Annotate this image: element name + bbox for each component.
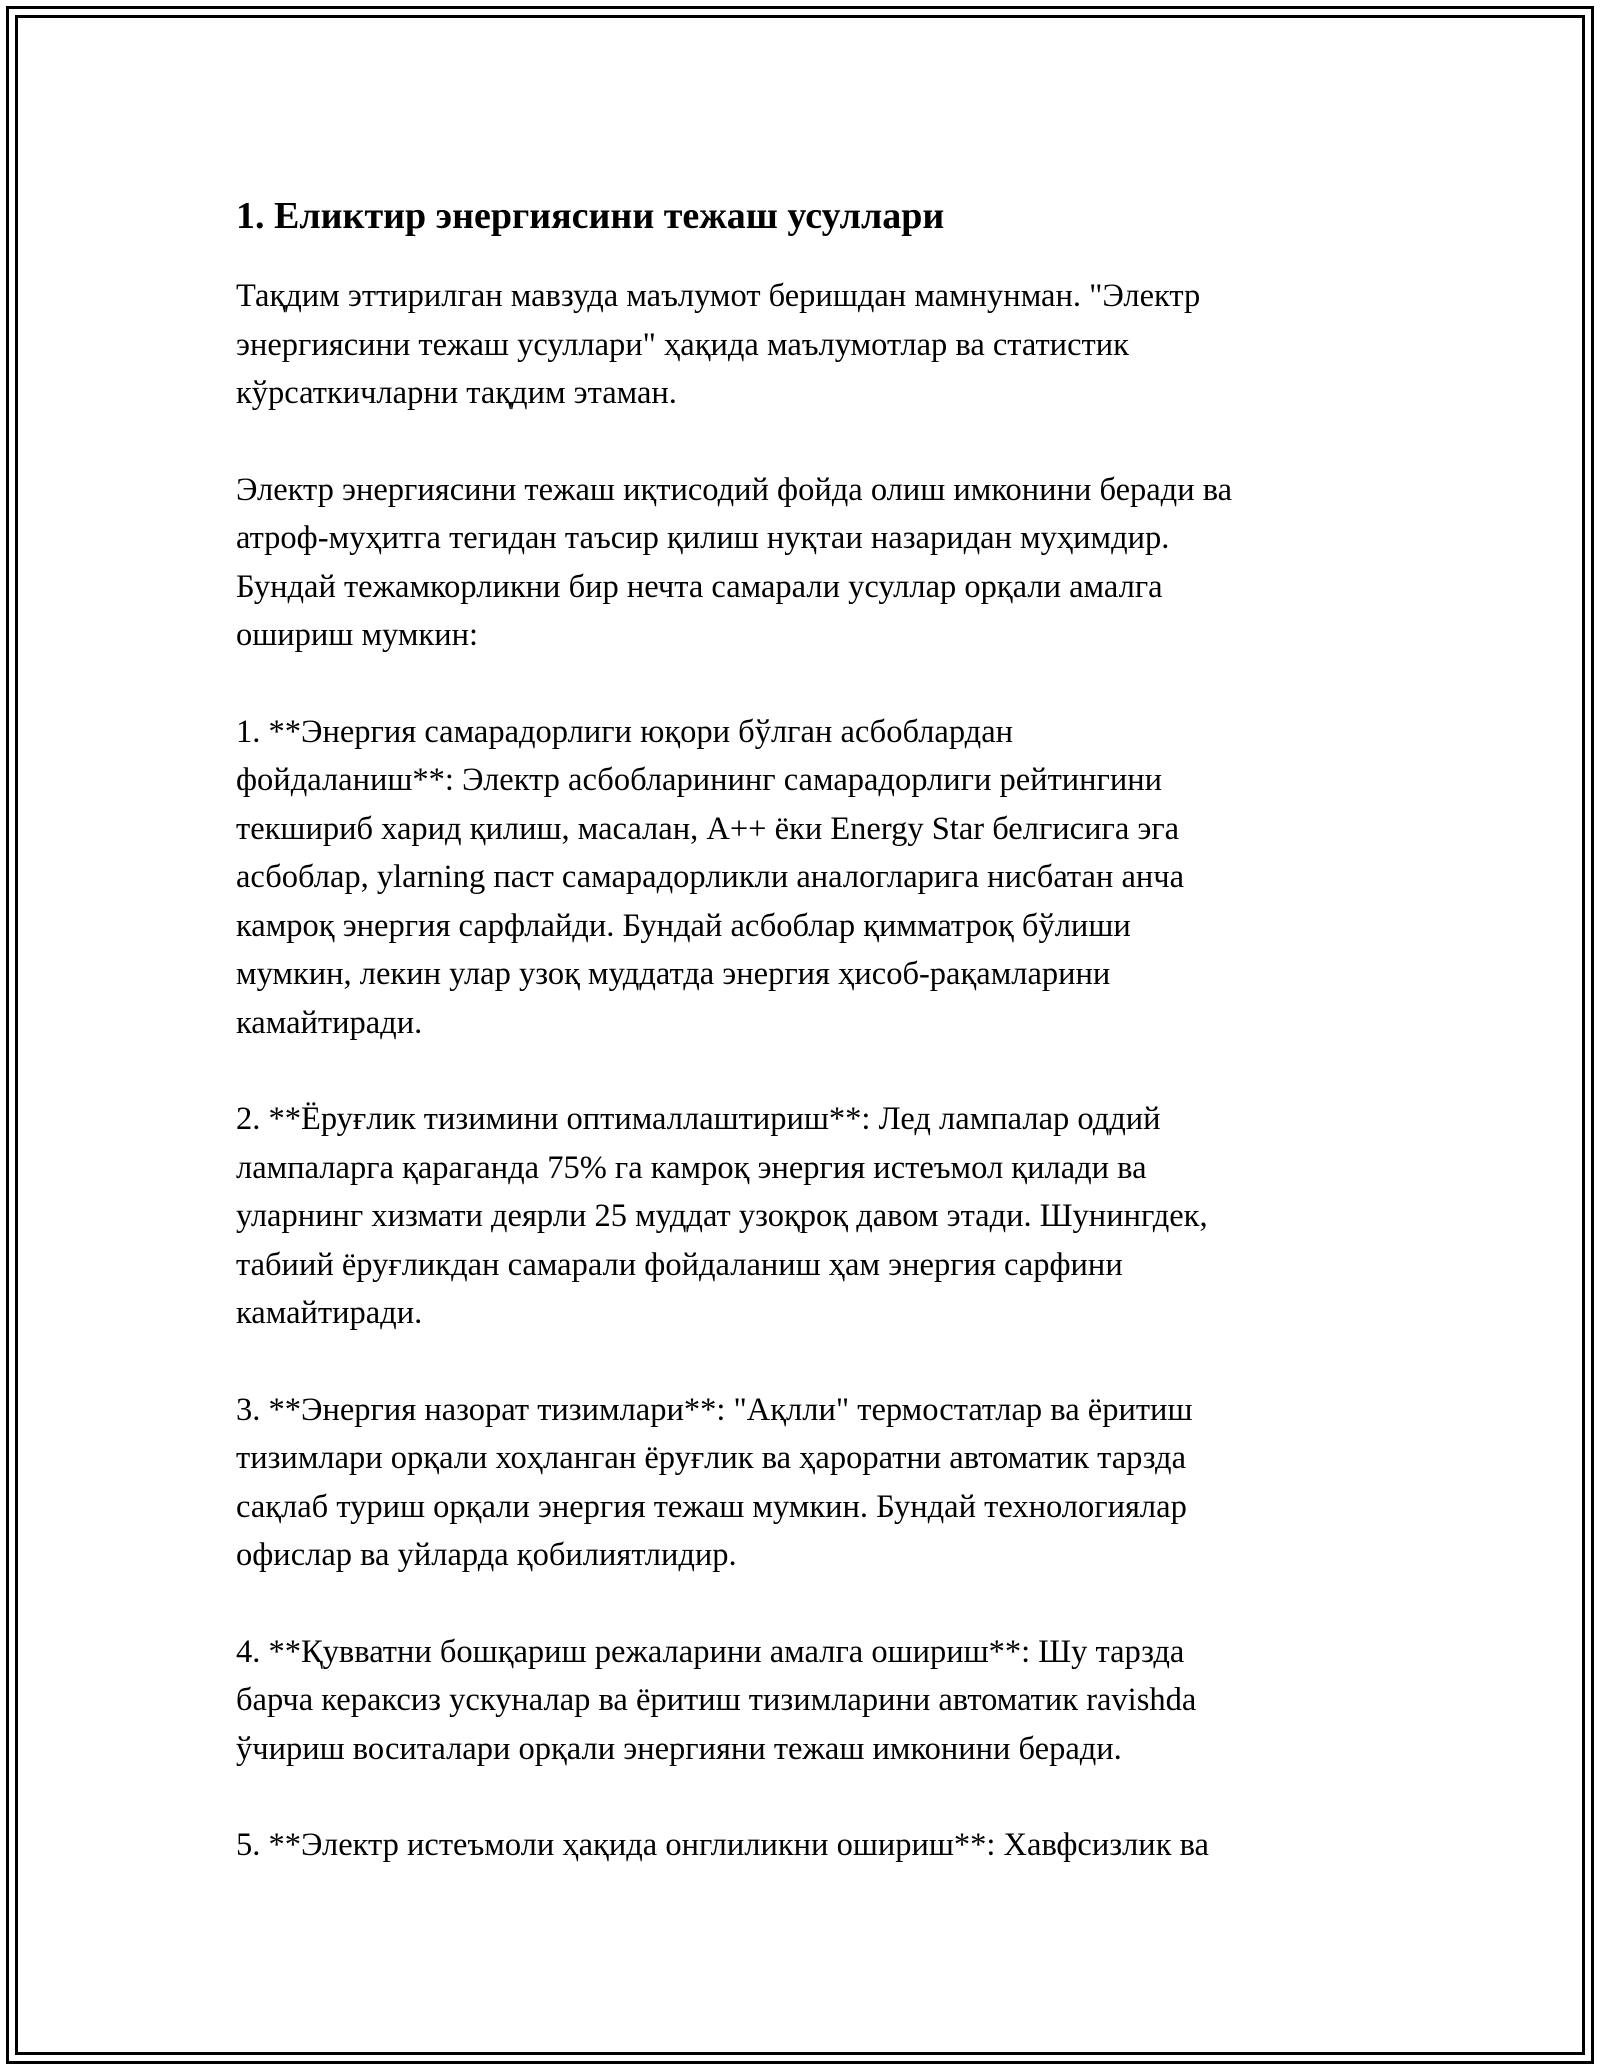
- list-item-lighting-optimization: 2. **Ёруғлик тизимини оптималлаштириш**: Лед лампалар оддий лампаларга қараганда 75% га камроқ энергия истеъмол қилади ва уларнинг хизмати деярли 25 муддат узоқроқ давом этади. Шунингдек, табиий ёруғликдан самарали фойдаланиш ҳам энергия сарфини камайтиради.: [236, 1101, 1208, 1331]
- document-body: [236, 188, 1386, 1918]
- list-item-awareness: 5. **Электр истеъмоли ҳақида онглиликни ошириш**: Хавфсизлик ва: [236, 1827, 1209, 1863]
- list-item-efficient-appliances: 1. **Энергия самарадорлиги юқори бўлган асбоблардан фойдаланиш**: Электр асбобларининг самарадорлиги рейтингини текшириб харид қилиш, масалан, A++ ёки Energy Star белгисига эга асбоблар, ylarning паст самарадорликли аналогларига нисбатан анча камроқ энергия сарфлайди. Бундай асбоблар қимматроқ бўлиши мумкин, лекин улар узоқ муддатда энергия ҳисоб-рақамларини камайтиради.: [236, 713, 1185, 1041]
- list-item-energy-control-systems: 3. **Энергия назорат тизимлари**: "Ақлли" термостатлар ва ёритиш тизимлари орқали хоҳланган ёруғлик ва ҳароратни автоматик тарзда сақлаб туриш орқали энергия тежаш мумкин. Бундай технологиялар офислар ва уйларда қобилиятлидир.: [236, 1391, 1193, 1573]
- intro-paragraph: Тақдим эттирилган мавзуда маълумот беришдан мамнунман. "Электр энергиясини тежаш усуллари" ҳақида маълумотлар ва статистик кўрсаткичларни тақдим этаман.: [236, 278, 1201, 411]
- context-paragraph: Электр энергиясини тежаш иқтисодий фойда олиш имконини беради ва атроф-муҳитга тегидан таъсир қилиш нуқтаи назаридан муҳимдир. Бундай тежамкорликни бир нечта самарали усуллар орқали амалга ошириш мумкин:: [236, 471, 1233, 653]
- list-item-power-management: 4. **Қувватни бошқариш режаларини амалга ошириш**: Шу тарзда барча кераксиз ускуналар ва ёритиш тизимларини автоматик ravishda ўчириш воситалари орқали энергияни тежаш имконини беради.: [236, 1633, 1197, 1767]
- document-title: 1. Еликтир энергиясини тежаш усуллари: [236, 195, 945, 237]
